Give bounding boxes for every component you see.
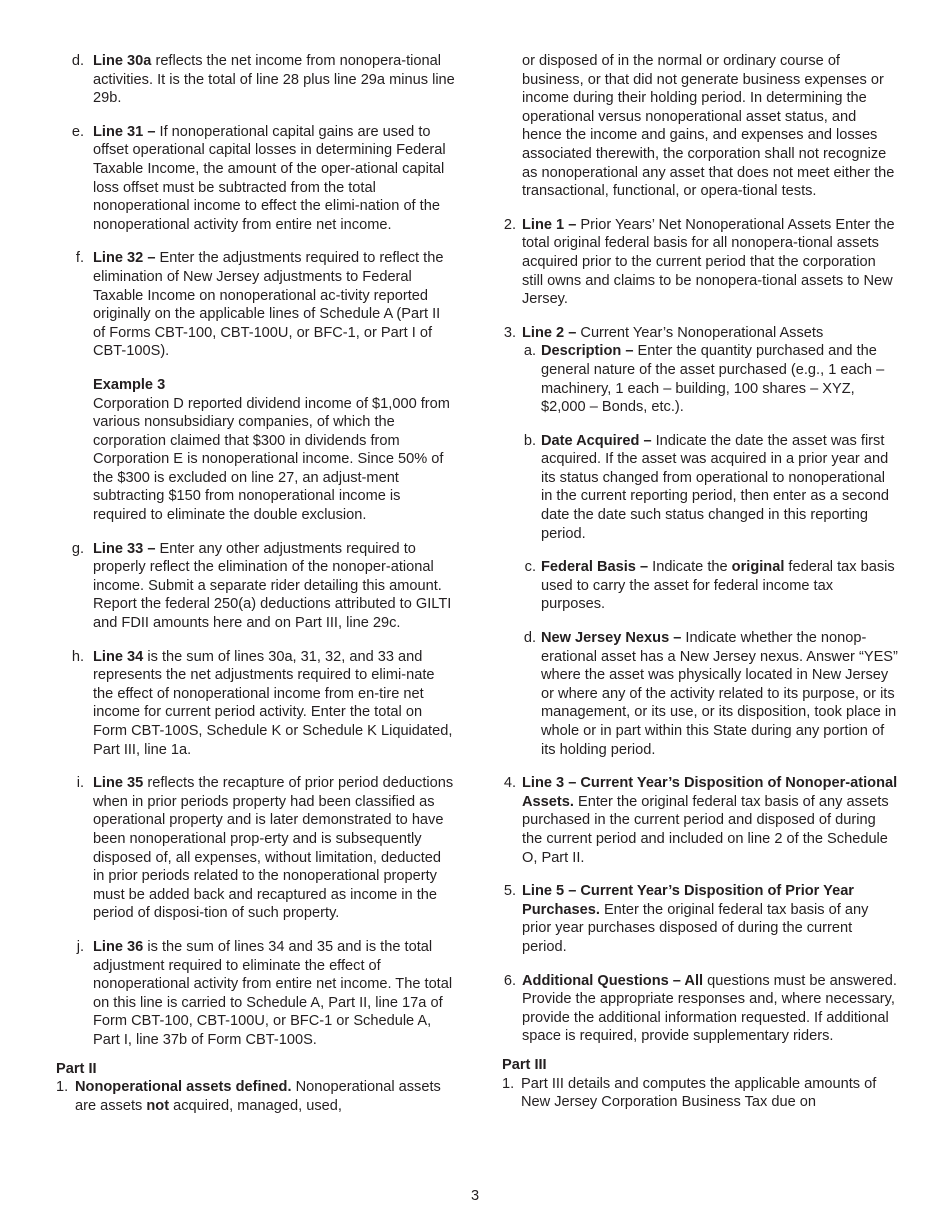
part-3-item-1-text: Part III details and computes the applicable amounts of New Jersey Corporation Business Tax due on [521, 1075, 877, 1111]
list-item-d: d. Line 30a reflects the net income from nonopera-tional activities. It is the total of line 28 plus line 29a minus line 29b. [71, 53, 455, 107]
item-g-text: Line 33 – Enter any other adjustments required to properly reflect the elimination of the nonoper-ational income. Submit a separate rider detailing this amount. Report the federal 250(a) deductions attributed to GILTI and FDII amounts here and on Part III, line 29c. [93, 540, 452, 632]
part-2-heading: Part II [56, 1060, 97, 1077]
part-3-item-1: 1. Part III details and computes the applicable amounts of New Jersey Corporation Business Tax due on [502, 1075, 898, 1112]
item-j-text: Line 36 is the sum of lines 34 and 35 and is the total adjustment required to eliminate the effect of nonoperational activity from entire net income. The total on this line is carried to Schedule A, Part II, line 17a of Form CBT-100, CBT-100U, or BFC-1 or Schedule A, Part I, line 37b of Form CBT-100S. [93, 938, 453, 1048]
right-column [502, 52, 898, 1112]
item-4-text: Line 3 – Current Year’s Disposition of Nonoper-ational Assets. Enter the original federal tax basis of any assets purchased in the current period and disposed of during the current period and included on line 2 of the Schedule O, Part II. [522, 775, 898, 866]
item-d-text: Line 30a reflects the net income from nonopera-tional activities. It is the total of line 28 plus line 29a minus line 29b. [93, 53, 455, 107]
example-text: Corporation D reported dividend income of $1,000 from various nonsubsidiary companies, of which the corporation claimed that $300 in dividends from Corporation E is nonoperational income. Since 50% of the $300 is excluded on line 27, an adjust-ment subtracting $150 from nonoperational income is required to eliminate the double exclusion. [93, 395, 450, 524]
item-6-text: Additional Questions – All questions must be answered. Provide the appropriate responses and, where necessary, provide the additional information requested. If additional space is required, provide supplementary riders. [522, 972, 897, 1045]
item-3-sub-a: a. Description – Enter the quantity purchased and the general nature of the asset purchased (e.g., 1 each – machinery, 1 each – building, 100 shares – XYZ, $2,000 – Bonds, etc.). [522, 342, 898, 416]
page-number: 3 [470, 1188, 480, 1204]
item-3-sub-b: b. Date Acquired – Indicate the date the asset was first acquired. If the asset was acquired in a prior year and its status changed from operational to nonoperational in the current reporting period, then enter as a second date the date such status changed in this reporting period. [522, 432, 898, 544]
list-item-f: f. Line 32 – Enter the adjustments required to reflect the elimination of New Jersey adjustments to Federal Taxable Income on nonoperational ac-tivity reported originally on the applicable lines of Schedule A (Part II of Forms CBT-100, CBT-100U, or BFC-1, or Part I of CBT-100S). Example 3 Corporation D reported dividend income of $1,000 from various nonsubsidiary companies, of which the corporation claimed that $300 in dividends from Corporation E is nonoperational income. Since 50% of the $300 is excluded on line 27, an adjust-ment subtracting $150 from nonoperational income is required to eliminate the double exclusion. [56, 249, 456, 524]
part-3-heading: Part III [502, 1056, 547, 1073]
list-item-h: h. Line 34 is the sum of lines 30a, 31, 32, and 33 and represents the net adjustments required to elimi-nate the effect of nonoperational income from en-tire net income for current period activity. Enter the total on Form CBT-100S, Schedule K or Schedule K Liquidated, Part III, line 1a. [56, 648, 456, 760]
list-item-6: 6. Additional Questions – All questions must be answered. Provide the appropriate responses and, where necessary, provide the additional information requested. If additional space is required, provide supplementary riders. [503, 972, 897, 1045]
list-item-3: 3. Line 2 – Current Year’s Nonoperational Assets a. Description – Enter the quantity purchased and the general nature of the asset purchased (e.g., 1 each – machinery, 1 each – building, 100 shares – XYZ, $2,000 – Bonds, etc.). b. Date Acquired – Indicate the date the asset was first acquired. If the asset was acquired in a prior year and its status changed from operational to nonoperational in the current reporting period, then enter as a second date the date such status changed in this reporting period. c. Federal Basis – Indicate the original federal tax basis used to carry the asset for federal income tax purposes. d. New Jersey Nexus – Indicate whether the nonop-erational asset has a New Jersey nexus. Answer “YES” where the asset was physically located in New Jersey or where any of the activity related to its purpose, or its management, or its use, or its disposition, took place in whole or in part within this State during any portion of its holding period. [503, 324, 898, 758]
item-3-sub-b-text: Date Acquired – Indicate the date the asset was first acquired. If the asset was acquired in a prior year and its status changed from operational to nonoperational in the current reporting period, then enter as a second date the date such status changed in this reporting period. [541, 432, 890, 542]
item-5-text: Line 5 – Current Year’s Disposition of Prior Year Purchases. Enter the original federal tax basis of any prior year purchases disposed of during the current period. [522, 883, 869, 955]
item-3-sub-c-text: Federal Basis – Indicate the original federal tax basis used to carry the asset for federal income tax purposes. [541, 559, 895, 613]
part-2-item-1-text: Nonoperational assets defined. Nonoperational assets are assets not acquired, managed, used, [75, 1079, 441, 1114]
item-3-sub-d: d. New Jersey Nexus – Indicate whether the nonop-erational asset has a New Jersey nexus. Answer “YES” where the asset was physically located in New Jersey or where any of the activity related to its purpose, or its management, or its use, or its disposition, took place in whole or in part within this State during any portion of its holding period. [523, 630, 898, 758]
list-item-5: 5. Line 5 – Current Year’s Disposition of Prior Year Purchases. Enter the original federal tax basis of any prior year purchases disposed of during the current period. [502, 882, 898, 956]
item-3-sub-c: c. Federal Basis – Indicate the original federal tax basis used to carry the asset for federal income tax purposes. [522, 558, 898, 614]
list-item-2: 2. Line 1 – Prior Years’ Net Nonoperational Assets Enter the total original federal basis for all nonopera-tional assets acquired prior to the current period that the corporation still owns and claims to be nonopera-tional assets to New Jersey. [502, 216, 898, 309]
item-3-text: Line 2 – Current Year’s Nonoperational Assets [522, 324, 824, 341]
list-item-j: j. Line 36 is the sum of lines 34 and 35 and is the total adjustment required to eliminate the effect of nonoperational activity from entire net income. The total on this line is carried to Schedule A, Part II, line 17a of Form CBT-100, CBT-100U, or BFC-1 or Schedule A, Part I, line 37b of Form CBT-100S. [56, 938, 456, 1050]
item-2-text: Line 1 – Prior Years’ Net Nonoperational Assets Enter the total original federal basis for all nonopera-tional assets acquired prior to the current period that the corporation still owns and claims to be nonopera-tional assets to New Jersey. [522, 216, 895, 308]
list-item-g: g. Line 33 – Enter any other adjustments required to properly reflect the elimination of the nonoper-ational income. Submit a separate rider detailing this amount. Report the federal 250(a) deductions attributed to GILTI and FDII amounts here and on Part III, line 29c. [56, 540, 456, 633]
item-e-text: Line 31 – If nonoperational capital gains are used to offset operational capital losses in determining Federal Taxable Income, the amount of the oper-ational capital loss offset must be subtracted from the total nonoperational income to effect the elimi-nation of the nonoperational activity from entire net income. [93, 123, 446, 233]
item-3-sub-d-text: New Jersey Nexus – Indicate whether the nonop-erational asset has a New Jersey nexus. Answer “YES” where the asset was physically located in New Jersey or where any of the activity related to its purpose, or its management, or its use, or its disposition, took place in whole or in part within this State during any portion of its holding period. [541, 630, 898, 758]
item-f-text: Line 32 – Enter the adjustments required to reflect the elimination of New Jersey adjustments to Federal Taxable Income on nonoperational ac-tivity reported originally on the applicable lines of Schedule A (Part II of Forms CBT-100, CBT-100U, or BFC-1, or Part I of CBT-100S). [93, 250, 444, 360]
item-h-text: Line 34 is the sum of lines 30a, 31, 32, and 33 and represents the net adjustments required to elimi-nate the effect of nonoperational income from en-tire net income for current period activity. Enter the total on Form CBT-100S, Schedule K or Schedule K Liquidated, Part III, line 1a. [93, 648, 453, 758]
left-column [56, 52, 456, 1115]
example-heading: Example 3 [93, 376, 166, 393]
example-3 [93, 376, 456, 525]
part-2-item-1: 1. Nonoperational assets defined. Nonoperational assets are assets not acquired, managed, used, [56, 1078, 456, 1115]
list-item-i: i. Line 35 reflects the recapture of prior period deductions when in prior periods property had been classified as operational property and is later demonstrated to have been nonoperational prop-erty and is subsequently disposed of, all expenses, without limitation, deducted in prior periods related to the nonoperational property must be added back and recaptured as income in the period of disposi-tion of such property. [56, 774, 456, 923]
list-item-4: 4. Line 3 – Current Year’s Disposition of Nonoper-ational Assets. Enter the original federal tax basis of any assets purchased in the current period and disposed of during the current period and included on line 2 of the Schedule O, Part II. [503, 775, 898, 866]
item-i-text: Line 35 reflects the recapture of prior period deductions when in prior periods property had been classified as operational property and is later demonstrated to have been nonoperational prop-erty and is subsequently disposed of, all expenses, without limitation, deducted in prior periods related to the nonoperational property must be added back and recaptured as income in the period of disposi-tion of such property. [93, 775, 454, 922]
part-2-item-1-continued: or disposed of in the normal or ordinary course of business, or that did not generate business expenses or income during their holding period. In determining the operational versus nonoperational asset status, and hence the income and gains, and expenses and losses associated therewith, the corporation shall not recognize as nonoperational any asset that does not meet either the transactional, functional, or opera-tional tests. [522, 53, 895, 200]
item-3-sub-a-text: Description – Enter the quantity purchased and the general nature of the asset purchased (e.g., 1 each – machinery, 1 each – building, 100 shares – XYZ, $2,000 – Bonds, etc.). [541, 343, 885, 416]
list-item-e: e. Line 31 – If nonoperational capital gains are used to offset operational capital losses in determining Federal Taxable Income, the amount of the oper-ational capital loss offset must be subtracted from the total nonoperational income to effect the elimi-nation of the nonoperational activity from entire net income. [56, 123, 456, 235]
